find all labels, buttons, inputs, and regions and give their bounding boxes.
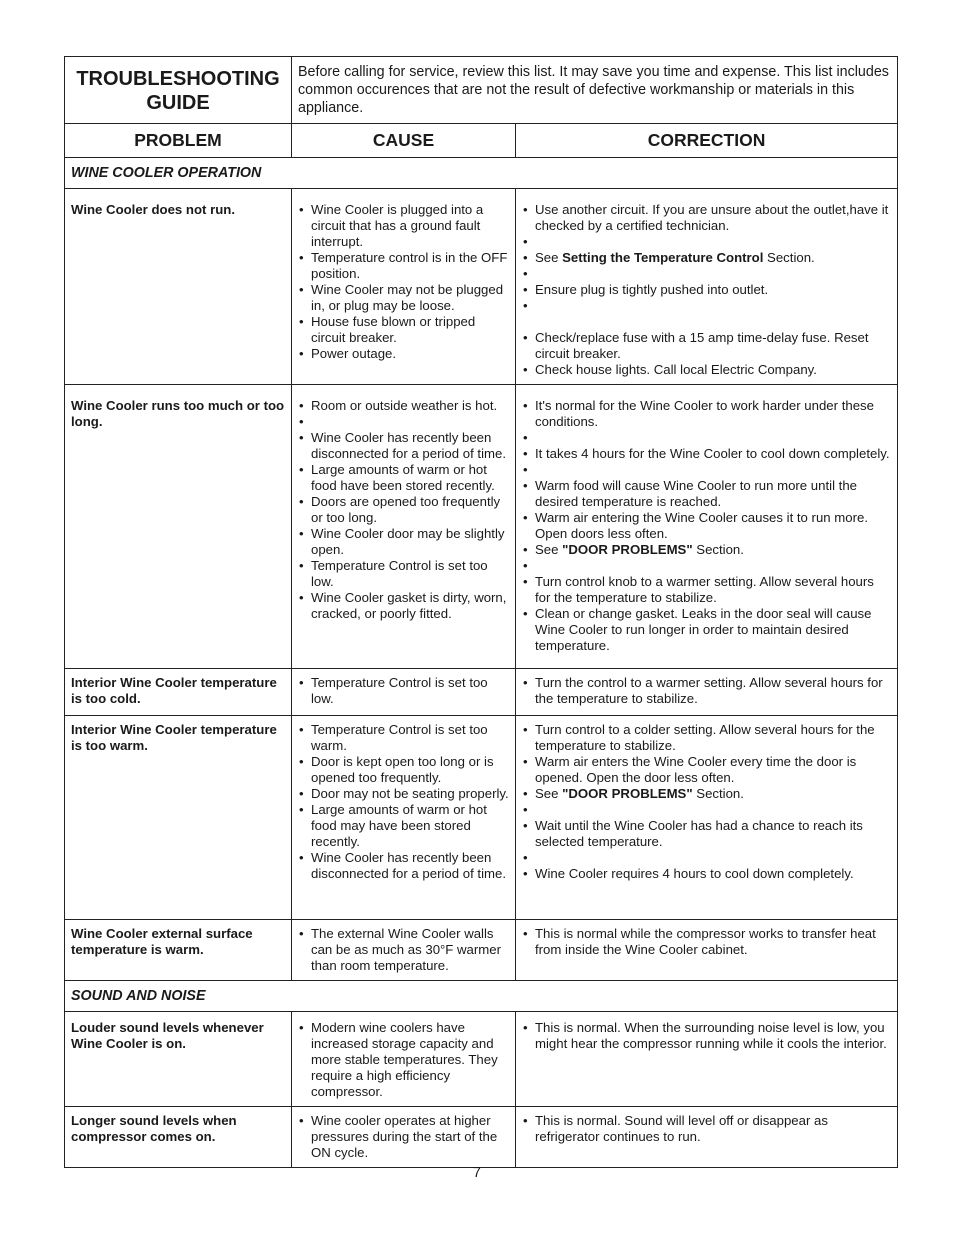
correction-item: • This is normal while the compressor works to transfer heat from inside the Wine Cooler cabinet. bbox=[521, 926, 891, 958]
cause-item: • Temperature Control is set too low. bbox=[297, 558, 509, 590]
section-heading-sound: SOUND AND NOISE bbox=[65, 981, 898, 1012]
correction-item: • Check house lights. Call local Electric Company. bbox=[521, 362, 891, 378]
cause-item: • Doors are opened too frequently or too long. bbox=[297, 494, 509, 526]
correction-item: • Turn control to a colder setting. Allow several hours for the temperature to stabilize. bbox=[521, 722, 891, 754]
cause-item: • Temperature Control is set too low. bbox=[297, 675, 509, 707]
correction-item: • Warm air enters the Wine Cooler every time the door is opened. Open the door less often. bbox=[521, 754, 891, 786]
correction-item: • This is normal. When the surrounding noise level is low, you might hear the compressor running while it cools the interior. bbox=[521, 1020, 891, 1052]
correction-cell bbox=[516, 669, 898, 716]
correction-item: • This is normal. Sound will level off or disappear as refrigerator continues to run. bbox=[521, 1113, 891, 1145]
problem-cell: Longer sound levels when compressor comes on. bbox=[65, 1107, 292, 1168]
cause-cell bbox=[292, 920, 516, 981]
cause-item: • Wine Cooler door may be slightly open. bbox=[297, 526, 509, 558]
correction-cell bbox=[516, 1012, 898, 1107]
correction-item: • See "DOOR PROBLEMS" Section. bbox=[521, 542, 891, 558]
page-number: 7 bbox=[473, 1165, 481, 1181]
correction-item: • Wait until the Wine Cooler has had a chance to reach its selected temperature. bbox=[521, 818, 891, 850]
section-row bbox=[65, 158, 898, 189]
cause-cell bbox=[292, 385, 516, 669]
cause-item: • Wine Cooler gasket is dirty, worn, cracked, or poorly fitted. bbox=[297, 590, 509, 622]
cause-cell bbox=[292, 716, 516, 920]
cause-item: • Wine Cooler may not be plugged in, or plug may be loose. bbox=[297, 282, 509, 314]
cause-item: • Large amounts of warm or hot food have been stored recently. bbox=[297, 462, 509, 494]
table-row bbox=[65, 716, 898, 920]
cause-item: • Door is kept open too long or is opened too frequently. bbox=[297, 754, 509, 786]
problem-cell: Wine Cooler does not run. bbox=[65, 189, 292, 385]
problem-cell: Louder sound levels whenever Wine Cooler is on. bbox=[65, 1012, 292, 1107]
section-row bbox=[65, 981, 898, 1012]
cause-item: • Power outage. bbox=[297, 346, 509, 362]
correction-item: • It's normal for the Wine Cooler to work harder under these conditions. bbox=[521, 398, 891, 430]
table-row bbox=[65, 189, 898, 385]
cause-item: • Wine Cooler has recently been disconnected for a period of time. bbox=[297, 430, 509, 462]
cause-item: • Modern wine coolers have increased storage capacity and more stable temperatures. They require a high efficiency compressor. bbox=[297, 1020, 509, 1100]
correction-item: • Clean or change gasket. Leaks in the door seal will cause Wine Cooler to run longer in order to maintain desired temperature. bbox=[521, 606, 891, 654]
cause-item: • Door may not be seating properly. bbox=[297, 786, 509, 802]
cause-item: • Room or outside weather is hot. bbox=[297, 398, 509, 414]
correction-item: • Turn the control to a warmer setting. Allow several hours for the temperature to stabilize. bbox=[521, 675, 891, 707]
guide-title: TROUBLESHOOTING GUIDE bbox=[65, 57, 292, 124]
cause-item: • Temperature control is in the OFF position. bbox=[297, 250, 509, 282]
cause-item: • Large amounts of warm or hot food may have been stored recently. bbox=[297, 802, 509, 850]
correction-item: • See "DOOR PROBLEMS" Section. bbox=[521, 786, 891, 802]
correction-item: • Warm food will cause Wine Cooler to run more until the desired temperature is reached. bbox=[521, 478, 891, 510]
correction-item: • Warm air entering the Wine Cooler causes it to run more. Open doors less often. bbox=[521, 510, 891, 542]
correction-cell bbox=[516, 385, 898, 669]
table-row bbox=[65, 920, 898, 981]
problem-cell: Interior Wine Cooler temperature is too cold. bbox=[65, 669, 292, 716]
header-correction: CORRECTION bbox=[516, 124, 898, 158]
problem-cell: Interior Wine Cooler temperature is too warm. bbox=[65, 716, 292, 920]
cause-item: • Wine Cooler is plugged into a circuit that has a ground fault interrupt. bbox=[297, 202, 509, 250]
correction-item: • It takes 4 hours for the Wine Cooler to cool down completely. bbox=[521, 446, 891, 462]
cause-cell bbox=[292, 669, 516, 716]
problem-cell: Wine Cooler external surface temperature is warm. bbox=[65, 920, 292, 981]
cause-item: • Wine Cooler has recently been disconnected for a period of time. bbox=[297, 850, 509, 882]
header-row bbox=[65, 124, 898, 158]
correction-item: • See Setting the Temperature Control Section. bbox=[521, 250, 891, 266]
cause-cell bbox=[292, 1107, 516, 1168]
correction-item: • Wine Cooler requires 4 hours to cool down completely. bbox=[521, 866, 891, 882]
cause-item: • Temperature Control is set too warm. bbox=[297, 722, 509, 754]
problem-cell: Wine Cooler runs too much or too long. bbox=[65, 385, 292, 669]
section-heading-operation: WINE COOLER OPERATION bbox=[65, 158, 898, 189]
correction-cell bbox=[516, 716, 898, 920]
correction-cell bbox=[516, 1107, 898, 1168]
correction-cell bbox=[516, 920, 898, 981]
troubleshooting-table bbox=[64, 56, 898, 1168]
cause-cell bbox=[292, 1012, 516, 1107]
table-row bbox=[65, 669, 898, 716]
cause-item: • House fuse blown or tripped circuit breaker. bbox=[297, 314, 509, 346]
title-row bbox=[65, 57, 898, 124]
correction-item: • Check/replace fuse with a 15 amp time-delay fuse. Reset circuit breaker. bbox=[521, 330, 891, 362]
correction-item: • Use another circuit. If you are unsure about the outlet,have it checked by a certified technician. bbox=[521, 202, 891, 234]
cause-item: • The external Wine Cooler walls can be as much as 30°F warmer than room temperature. bbox=[297, 926, 509, 974]
table-row bbox=[65, 385, 898, 669]
header-cause: CAUSE bbox=[292, 124, 516, 158]
correction-cell bbox=[516, 189, 898, 385]
header-problem: PROBLEM bbox=[65, 124, 292, 158]
correction-item: • Turn control knob to a warmer setting. Allow several hours for the temperature to stabilize. bbox=[521, 574, 891, 606]
cause-cell bbox=[292, 189, 516, 385]
table-row bbox=[65, 1012, 898, 1107]
intro-text: Before calling for service, review this list. It may save you time and expense. This list includes common occurences that are not the result of defective workmanship or materials in this appliance. bbox=[292, 57, 898, 124]
table-row bbox=[65, 1107, 898, 1168]
correction-item: • Ensure plug is tightly pushed into outlet. bbox=[521, 282, 891, 298]
cause-item: • Wine cooler operates at higher pressures during the start of the ON cycle. bbox=[297, 1113, 509, 1161]
